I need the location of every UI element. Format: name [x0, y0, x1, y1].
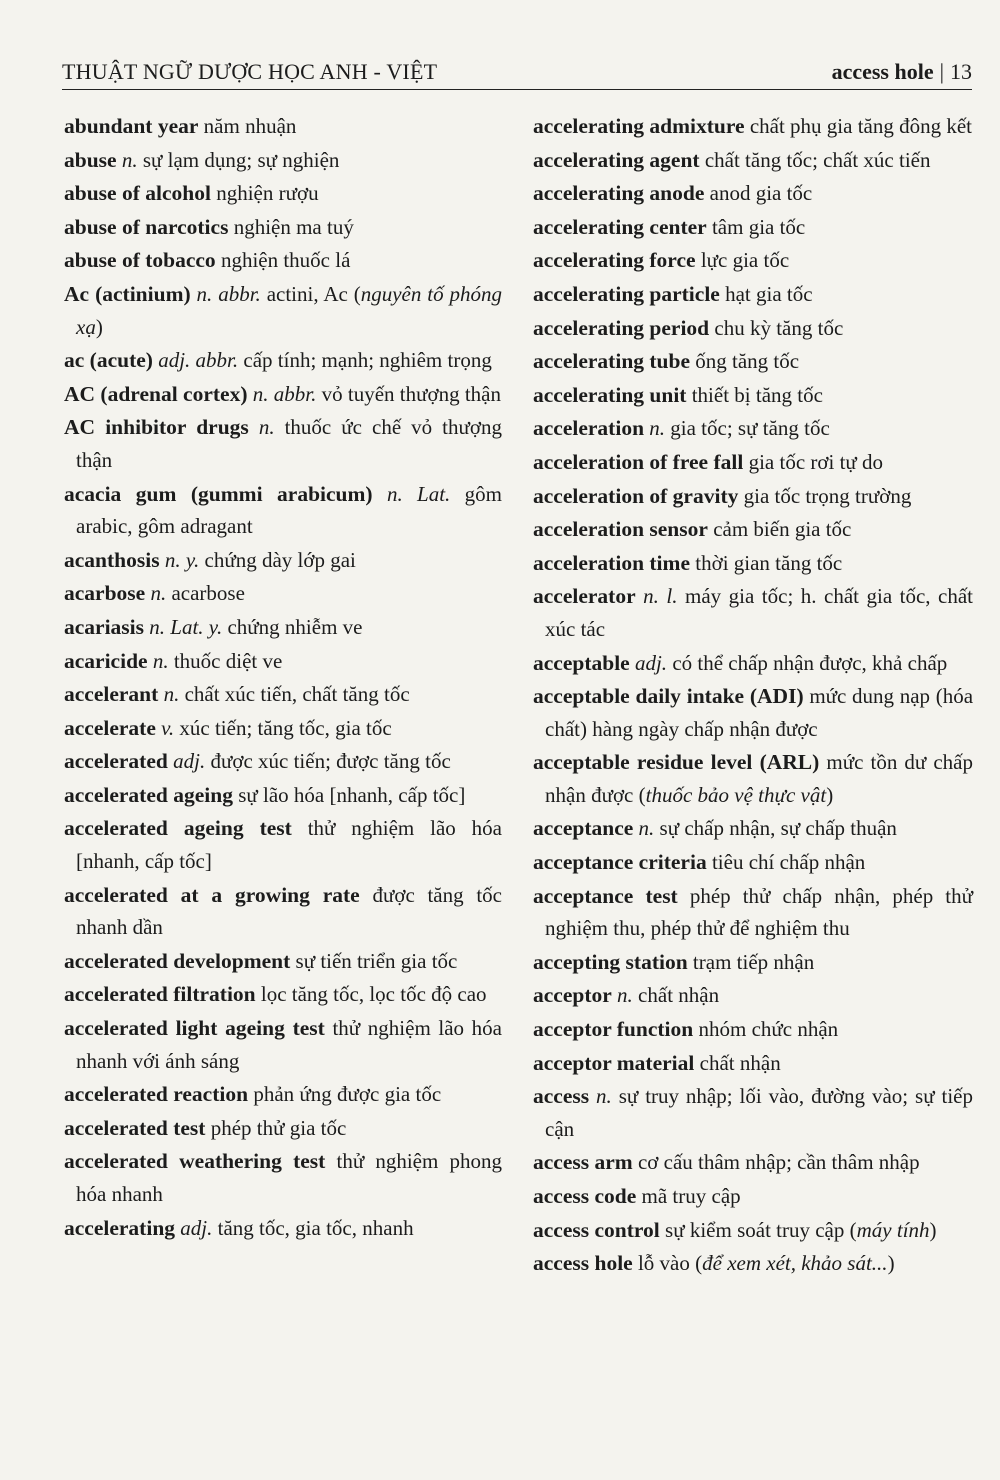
entry-definition-tail: ): [887, 1251, 895, 1276]
dictionary-entry: [64, 812, 502, 877]
entry-definition: cơ cấu thâm nhập; cần thâm nhập: [637, 1150, 920, 1175]
entry-definition: xúc tiến; tăng tốc, gia tốc: [179, 715, 392, 740]
entry-headword: acanthosis: [64, 547, 160, 572]
dictionary-entry: [533, 110, 973, 143]
entry-definition: gôm arabic, gôm adragant: [76, 481, 503, 539]
entry-definition: lọc tăng tốc, lọc tốc độ cao: [260, 982, 487, 1007]
entry-part-of-speech: n.: [638, 816, 655, 841]
entry-headword: access: [533, 1084, 590, 1109]
entry-definition: cảm biến gia tốc: [713, 517, 852, 542]
entry-headword: accelerated weathering test: [64, 1149, 326, 1174]
entry-definition: mức dung nạp (hóa chất) hàng ngày chấp nhận được: [545, 684, 974, 741]
dictionary-entry: [533, 412, 973, 445]
dictionary-entry: [533, 846, 973, 879]
entry-definition: sự kiểm soát truy cập (: [665, 1217, 857, 1242]
dictionary-entry: [533, 278, 973, 311]
entry-headword: accelerating unit: [533, 382, 687, 407]
entry-headword: acceptor function: [533, 1017, 694, 1042]
entry-definition: được tăng tốc nhanh dần: [76, 882, 502, 940]
entry-headword: acceptable residue level (ARL): [533, 750, 820, 775]
entry-headword: accelerate: [64, 715, 156, 740]
entry-headword: accelerator: [533, 584, 636, 609]
entry-part-of-speech: n. abbr.: [252, 381, 317, 406]
dictionary-entry: [64, 378, 502, 411]
dictionary-entry: [64, 678, 502, 711]
entry-definition: thuốc ức chế vỏ thượng thận: [76, 415, 503, 472]
header-right: [832, 59, 972, 85]
entry-headword: acceleration time: [533, 550, 690, 575]
entry-definition: sự chấp nhận, sự chấp thuận: [659, 816, 897, 841]
entry-definition: vỏ tuyến thượng thận: [321, 381, 501, 406]
guide-word: access hole: [831, 59, 934, 84]
dictionary-entry: [64, 879, 502, 944]
entry-definition: lỗ vào (: [637, 1251, 703, 1276]
entry-headword: access arm: [533, 1150, 633, 1175]
dictionary-entry: [64, 144, 502, 177]
entry-headword: accelerated at a growing rate: [64, 882, 360, 907]
entry-definition: sự lạm dụng; sự nghiện: [142, 147, 340, 172]
dictionary-entry: [533, 1013, 973, 1046]
entry-definition-tail: ): [826, 782, 834, 807]
entry-headword: accelerating force: [533, 248, 696, 273]
entry-definition: gia tốc trọng trường: [743, 483, 912, 508]
entry-definition: thuốc diệt ve: [173, 648, 283, 673]
dictionary-entry: [533, 979, 973, 1012]
entry-headword: accelerated development: [64, 948, 291, 973]
dictionary-entry: [533, 812, 973, 845]
entry-definition: chứng nhiễm ve: [227, 614, 363, 639]
entry-headword: acacia gum (gummi arabicum): [64, 481, 373, 506]
entry-definition: chất xúc tiến, chất tăng tốc: [184, 682, 410, 707]
entry-definition: nghiện ma tuý: [233, 214, 354, 239]
entry-headword: accepting station: [533, 949, 688, 974]
dictionary-entry: [64, 211, 502, 244]
entry-headword: acceleration sensor: [533, 517, 708, 542]
entry-definition: phản ứng được gia tốc: [253, 1082, 442, 1107]
dictionary-entry: [64, 1012, 502, 1077]
dictionary-entry: [64, 278, 502, 343]
entry-definition: chất tăng tốc; chất xúc tiến: [704, 147, 931, 172]
entry-headword: abuse of tobacco: [64, 248, 216, 273]
entry-headword: access code: [533, 1184, 637, 1208]
running-header: [62, 56, 972, 90]
entry-headword: acceleration of free fall: [533, 449, 744, 474]
dictionary-entry: [64, 945, 502, 978]
entry-definition: máy gia tốc; h. chất gia tốc, chất xúc tác: [545, 584, 974, 641]
dictionary-entry: [533, 1146, 973, 1179]
dictionary-entry: [64, 779, 502, 812]
dictionary-entry: [64, 478, 502, 543]
entry-definition: nhóm chức nhận: [698, 1017, 839, 1042]
entry-headword: accelerating particle: [533, 281, 720, 306]
dictionary-entry: [64, 110, 502, 143]
entry-definition: mức tồn dư chấp nhận được (: [545, 750, 973, 807]
entry-part-of-speech: n.: [596, 1084, 612, 1109]
dictionary-entry: [533, 680, 973, 745]
dictionary-entry: [533, 379, 973, 412]
dictionary-entry: [533, 1214, 973, 1247]
dictionary-entry: [533, 1247, 973, 1280]
dictionary-entry: [533, 345, 973, 378]
entry-headword: accelerated reaction: [64, 1082, 249, 1107]
entry-headword: accelerated ageing test: [64, 816, 292, 841]
dictionary-entry: [64, 745, 502, 778]
entry-part-of-speech: adj.: [173, 749, 206, 774]
entry-headword: accelerating agent: [533, 147, 700, 172]
entry-part-of-speech: adj.: [634, 650, 668, 675]
entry-definition: cấp tính; mạnh; nghiêm trọng: [243, 348, 492, 373]
entry-part-of-speech: n. Lat.: [386, 481, 451, 506]
entry-note: máy tính: [856, 1217, 930, 1242]
entry-headword: access hole: [533, 1251, 633, 1276]
dictionary-entry: [533, 480, 973, 513]
entry-headword: acceptor material: [533, 1050, 695, 1075]
dictionary-entry: [64, 1112, 502, 1145]
entry-part-of-speech: n. abbr.: [196, 281, 261, 306]
entry-headword: acceptance test: [533, 883, 678, 908]
entry-headword: accelerated test: [64, 1115, 206, 1140]
entry-headword: abundant year: [64, 114, 199, 138]
entry-headword: accelerated: [64, 749, 168, 774]
dictionary-entry: [533, 946, 973, 979]
entry-part-of-speech: n. Lat. y.: [149, 614, 223, 639]
entry-definition: sự truy nhập; lối vào, đường vào; sự tiếp cận: [545, 1084, 974, 1141]
entry-definition: thử nghiệm phong hóa nhanh: [76, 1149, 502, 1206]
entry-definition: được xúc tiến; được tăng tốc: [210, 749, 451, 774]
entry-part-of-speech: n. l.: [643, 584, 678, 609]
entry-definition: tăng tốc, gia tốc, nhanh: [217, 1215, 414, 1240]
dictionary-entry: [64, 978, 502, 1011]
entry-part-of-speech: n.: [150, 581, 167, 606]
entry-part-of-speech: n.: [649, 416, 666, 441]
entry-definition: actini, Ac (: [266, 281, 361, 306]
entry-headword: accelerated filtration: [64, 982, 256, 1007]
entry-part-of-speech: n.: [617, 983, 633, 1008]
entry-definition: chất nhận: [638, 983, 720, 1008]
entry-definition: lực gia tốc: [700, 248, 790, 273]
entry-headword: accelerating tube: [533, 349, 691, 374]
dictionary-entry: [64, 611, 502, 644]
entry-headword: acceptance criteria: [533, 850, 707, 875]
dictionary-entry: [64, 177, 502, 210]
entry-headword: acarbose: [64, 581, 146, 606]
book-title: THUẬT NGỮ DƯỢC HỌC ANH - VIỆT: [62, 59, 438, 84]
entry-note: để xem xét, khảo sát...: [702, 1251, 888, 1276]
entry-part-of-speech: n.: [152, 648, 169, 673]
entry-definition: trạm tiếp nhận: [692, 949, 815, 974]
entry-headword: acceptor: [533, 983, 612, 1008]
dictionary-entry: [533, 880, 973, 945]
entry-definition: ống tăng tốc: [695, 349, 800, 374]
entry-definition: sự lão hóa [nhanh, cấp tốc]: [238, 782, 466, 807]
dictionary-entry: [64, 1212, 502, 1245]
entry-definition: nghiện thuốc lá: [220, 248, 351, 273]
entry-headword: AC inhibitor drugs: [64, 415, 249, 440]
dictionary-entry: [64, 244, 502, 277]
entry-definition: thử nghiệm lão hóa [nhanh, cấp tốc]: [76, 816, 502, 874]
entry-part-of-speech: v.: [161, 715, 175, 740]
entry-definition: chất phụ gia tăng đông kết: [749, 114, 973, 138]
entry-headword: acceptable: [533, 650, 630, 675]
entry-headword: ac (acute): [64, 348, 153, 373]
entry-headword: accelerated ageing: [64, 782, 233, 807]
entry-headword: accelerating center: [533, 214, 707, 239]
entry-part-of-speech: adj.: [180, 1215, 213, 1240]
dictionary-entry: [64, 544, 502, 577]
dictionary-entry: [533, 1180, 973, 1213]
dictionary-entry: [64, 1078, 502, 1111]
dictionary-entry: [533, 312, 973, 345]
right-column: [533, 110, 973, 1450]
entry-headword: acceptable daily intake (ADI): [533, 684, 804, 709]
dictionary-entry: [64, 712, 502, 745]
entry-definition: tâm gia tốc: [711, 214, 806, 239]
entry-definition: chất nhận: [699, 1050, 781, 1075]
entry-definition: chu kỳ tăng tốc: [714, 315, 844, 340]
entry-headword: Ac (actinium): [64, 281, 191, 306]
entry-note: thuốc bảo vệ thực vật: [645, 782, 827, 807]
entry-part-of-speech: n. y.: [164, 547, 200, 572]
dictionary-entry: [533, 1047, 973, 1080]
entry-headword: abuse: [64, 147, 117, 172]
entry-headword: abuse of narcotics: [64, 214, 229, 239]
entry-definition: thiết bị tăng tốc: [691, 382, 823, 407]
entry-headword: accelerating anode: [533, 181, 705, 206]
entry-definition: anod gia tốc: [709, 181, 813, 206]
dictionary-entry: [533, 746, 973, 811]
entry-note: nguyên tố phóng xạ: [76, 281, 502, 339]
entry-definition: thử nghiệm lão hóa nhanh với ánh sáng: [76, 1016, 502, 1073]
entry-headword: accelerating admixture: [533, 114, 745, 138]
dictionary-entry: [533, 211, 973, 244]
dictionary-entry: [533, 446, 973, 479]
dictionary-entry: [64, 577, 502, 610]
dictionary-entry: [533, 1080, 973, 1145]
dictionary-entry: [64, 1145, 502, 1210]
entry-headword: accelerated light ageing test: [64, 1016, 325, 1041]
entry-headword: acceleration of gravity: [533, 483, 739, 508]
entry-definition: phép thử chấp nhận, phép thử nghiệm thu, phép thử để nghiệm thu: [545, 883, 973, 941]
entry-definition-tail: ): [929, 1217, 937, 1242]
entry-headword: accelerant: [64, 682, 159, 707]
entry-definition: sự tiến triển gia tốc: [295, 948, 458, 973]
dictionary-entry: [533, 177, 973, 210]
entry-headword: AC (adrenal cortex): [64, 381, 248, 406]
entry-definition: phép thử gia tốc: [210, 1115, 347, 1140]
entry-headword: acariasis: [64, 614, 145, 639]
entry-headword: accelerating period: [533, 315, 710, 340]
entry-definition: thời gian tăng tốc: [695, 550, 843, 575]
dictionary-entry: [533, 513, 973, 546]
entry-definition-tail: ): [95, 314, 103, 339]
entry-definition: nghiện rượu: [216, 181, 319, 206]
entry-part-of-speech: adj. abbr.: [158, 348, 239, 373]
entry-headword: acceleration: [533, 416, 645, 441]
entry-headword: access control: [533, 1217, 660, 1242]
entry-definition: mã truy cập: [641, 1184, 741, 1208]
dictionary-entry: [533, 144, 973, 177]
entry-headword: accelerating: [64, 1215, 176, 1240]
dictionary-entry: [64, 411, 502, 476]
page-number: 13: [950, 59, 972, 84]
entry-headword: abuse of alcohol: [64, 181, 211, 206]
entry-definition: tiêu chí chấp nhận: [711, 850, 866, 875]
entry-definition: gia tốc; sự tăng tốc: [670, 416, 830, 441]
dictionary-entry: [64, 344, 502, 377]
entry-part-of-speech: n.: [121, 147, 138, 172]
entry-definition: năm nhuận: [203, 114, 297, 138]
dictionary-entry: [64, 645, 502, 678]
entry-definition: acarbose: [171, 581, 245, 606]
dictionary-entry: [533, 580, 973, 645]
dictionary-entry: [533, 547, 973, 580]
entry-headword: acaricide: [64, 648, 148, 673]
left-column: [64, 110, 502, 1450]
entry-definition: hạt gia tốc: [725, 281, 813, 306]
dictionary-entry: [533, 647, 973, 680]
entry-part-of-speech: n.: [163, 682, 180, 707]
entry-definition: có thể chấp nhận được, khả chấp: [672, 650, 948, 675]
header-separator: |: [939, 59, 944, 84]
entry-headword: acceptance: [533, 816, 634, 841]
entry-part-of-speech: n.: [258, 415, 275, 440]
entry-definition: gia tốc rơi tự do: [748, 449, 884, 474]
entry-definition: chứng dày lớp gai: [204, 547, 356, 572]
dictionary-entry: [533, 244, 973, 277]
